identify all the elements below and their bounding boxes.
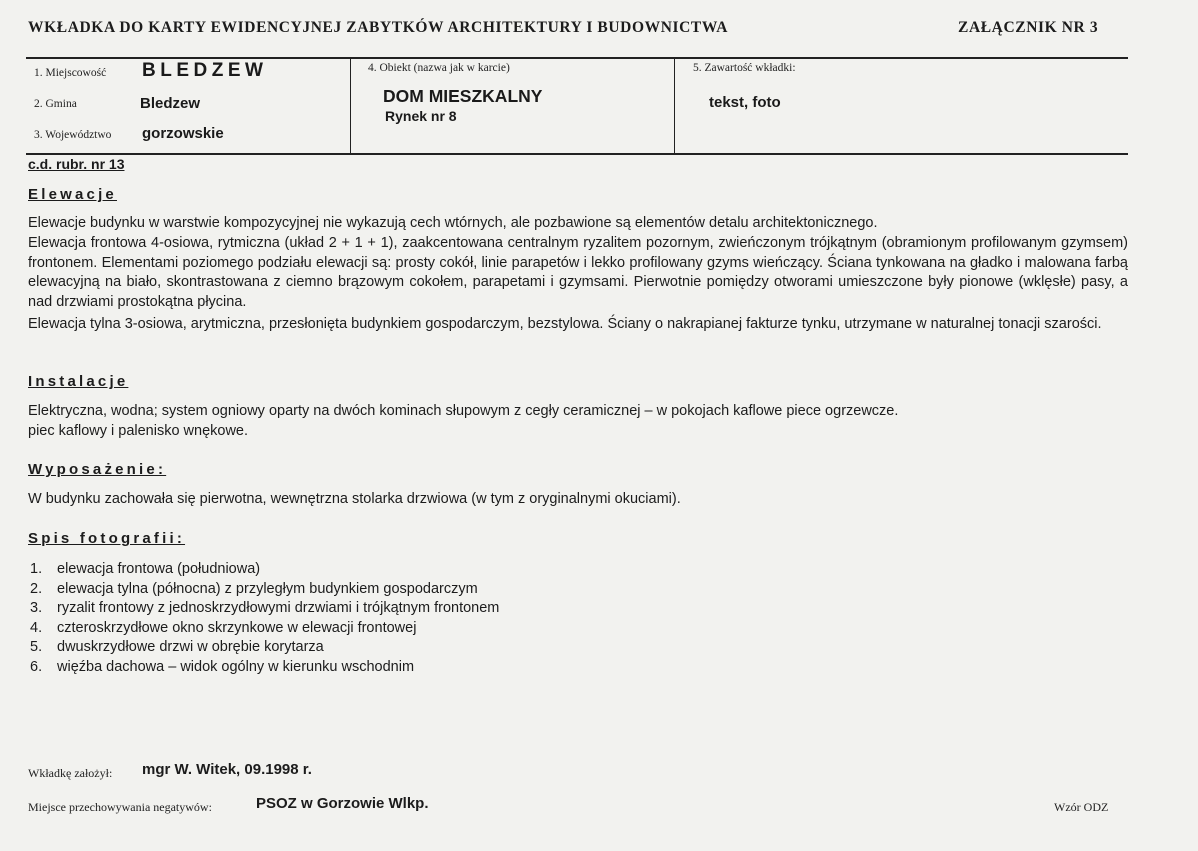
list-item: 6. więźba dachowa – widok ogólny w kierunku wschodnim	[30, 658, 415, 675]
elevations-paragraph-3: Elewacja tylna 3-osiowa, arytmiczna, przesłonięta budynkiem gospodarczym, bezstylowa. Ściany o nakrapianej fakturze tynku, utrzymane w naturalnej tonacji szarości.	[28, 316, 1102, 332]
list-item: 2. elewacja tylna (północna) z przyległym budynkiem gospodarczym	[30, 580, 478, 597]
commune-value: Bledzew	[140, 95, 201, 112]
author-label: Wkładkę założył:	[28, 766, 113, 780]
voivodeship-value: gorzowskie	[142, 125, 224, 142]
table-bottom-rule	[26, 153, 1128, 155]
author-value: mgr W. Witek, 09.1998 r.	[142, 761, 312, 778]
object-label: 4. Obiekt (nazwa jak w karcie)	[368, 62, 510, 74]
continuation-reference: c.d. rubr. nr 13	[28, 156, 125, 172]
negatives-label: Miejsce przechowywania negatywów:	[28, 800, 212, 814]
list-item: 1. elewacja frontowa (południowa)	[30, 561, 261, 577]
installations-line-2: piec kaflowy i palenisko wnękowe.	[28, 423, 249, 439]
equipment-text: W budynku zachowała się pierwotna, wewnętrzna stolarka drzwiowa (w tym z oryginalnymi okuciami).	[28, 491, 681, 507]
elevations-paragraph-1: Elewacje budynku w warstwie kompozycyjnej nie wykazują cech wtórnych, ale pozbawione są elementów detalu architektonicznego.	[28, 215, 878, 231]
section-title-elevations: Elewacje	[28, 186, 117, 203]
locality-value: BLEDZEW	[142, 60, 268, 81]
table-top-rule	[26, 57, 1128, 59]
table-divider-1	[350, 58, 351, 154]
form-code: Wzór ODZ	[1054, 800, 1109, 814]
negatives-value: PSOZ w Gorzowie Wlkp.	[256, 795, 429, 812]
document-title: WKŁADKA DO KARTY EWIDENCYJNEJ ZABYTKÓW ARCHITEKTURY I BUDOWNICTWA	[28, 19, 729, 36]
object-name: DOM MIESZKALNY	[383, 86, 543, 106]
section-title-photos: Spis fotografii:	[28, 530, 186, 547]
list-item: 5. dwuskrzydłowe drzwi w obrębie korytarza	[30, 639, 324, 655]
elevations-paragraph-2: Elewacja frontowa 4-osiowa, rytmiczna (układ 2 + 1 + 1), zaakcentowana centralnym ryzalitem pozornym, zwieńczonym trójkątnym (obramionym profilowanym gzymsem) frontonem. Elementami poziomego podziału elewacji są: prosty cokół, linie parapetów i lekko profilowany gzyms wieńczący. Ściana tynkowana na gładko i malowana farbą elewacyjną na biało, skontrastowana z ciemno brązowym cokołem, parapetami i gzymsami. Pierwotnie pomiędzy otworami umieszczone były pionowe (wklęsłe) pasy, a nad drzwiami prostokątna płycina.	[28, 235, 1128, 310]
photo-list	[28, 560, 499, 677]
object-address: Rynek nr 8	[385, 108, 457, 124]
voivodeship-label: 3. Województwo	[34, 129, 112, 141]
list-item: 3. ryzalit frontowy z jednoskrzydłowymi drzwiami i trójkątnym frontonem	[30, 600, 500, 616]
content-label: 5. Zawartość wkładki:	[693, 62, 796, 74]
commune-label: 2. Gmina	[34, 98, 77, 110]
annex-number: ZAŁĄCZNIK NR 3	[958, 19, 1099, 36]
table-divider-2	[674, 58, 675, 154]
installations-line-1: Elektryczna, wodna; system ogniowy oparty na dwóch kominach słupowym z cegły ceramicznej – w pokojach kaflowe piece ogrzewcze.	[28, 403, 899, 419]
list-item: 4. czteroskrzydłowe okno skrzynkowe w elewacji frontowej	[30, 619, 417, 636]
locality-label: 1. Miejscowość	[34, 67, 107, 79]
section-title-installations: Instalacje	[28, 373, 129, 390]
section-title-equipment: Wyposażenie:	[28, 461, 167, 478]
content-value: tekst, foto	[709, 94, 781, 111]
